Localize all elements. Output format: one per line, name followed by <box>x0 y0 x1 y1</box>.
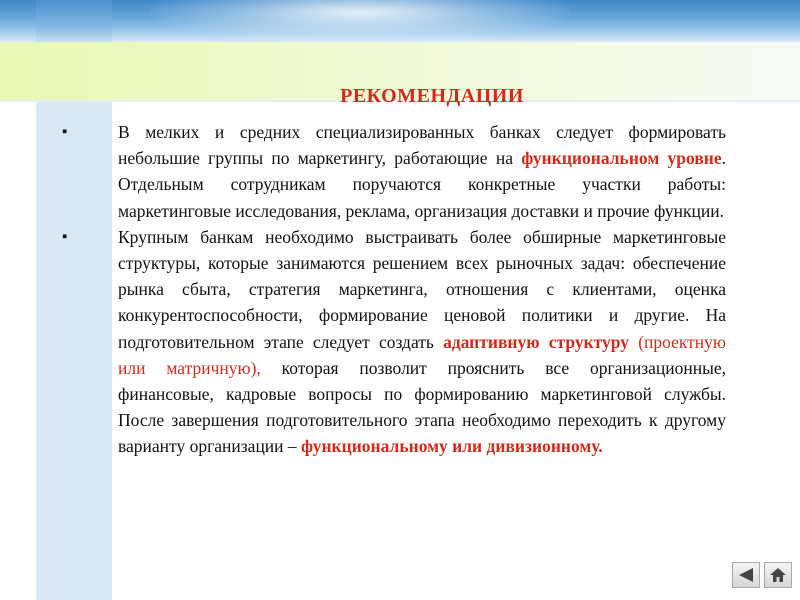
bullet-text-segment: В мелких и средних специализированных банках следует формировать небольшие группы по маркетингу, работающие на <box>118 122 726 169</box>
left-stripe-top <box>36 0 112 42</box>
bullet-highlight: (проектную или матричную), <box>118 331 726 378</box>
bullet-marker: ▪ <box>62 228 68 245</box>
bullet-highlight: функциональном уровне <box>521 148 722 169</box>
bullet-item <box>58 119 726 224</box>
header-glow <box>150 0 570 42</box>
bullet-text-segment: Крупным банкам необходимо выстраивать более обширные маркетинговые структуры, которые занимаются решением всех рыночных задач: обеспечение рынка сбыта, стратегия маркетинга, отношения с клиентами, оценка конкурентоспособности, формирование ценовой политики и другие. На подготовительном этапе следует создать <box>118 226 726 352</box>
bullet-highlight: адаптивную структуру <box>443 331 630 352</box>
slide-title: РЕКОМЕНДАЦИИ <box>340 85 524 107</box>
bullet-marker: ▪ <box>62 124 68 140</box>
bullet-item <box>58 224 726 460</box>
home-button[interactable] <box>764 562 792 588</box>
bullet-highlight: функциональному или дивизионному. <box>301 436 603 457</box>
bullet-text-segment: которая позволит прояснить все организационные, финансовые, кадровые вопросы по формированию маркетинговой службы. После завершения подготовительного этапа необходимо переходить к другому варианту организации – <box>118 357 727 457</box>
bullet-list <box>58 119 726 460</box>
back-button[interactable] <box>732 562 760 588</box>
home-icon <box>769 567 787 583</box>
slide-content <box>58 82 726 460</box>
back-arrow-icon <box>737 567 755 583</box>
bullet-text-segment: . Отдельным сотрудникам поручаются конкретные участки работы: маркетинговые исследования, реклама, организация доставки и прочие функции. <box>118 148 726 221</box>
header-band <box>0 0 800 42</box>
